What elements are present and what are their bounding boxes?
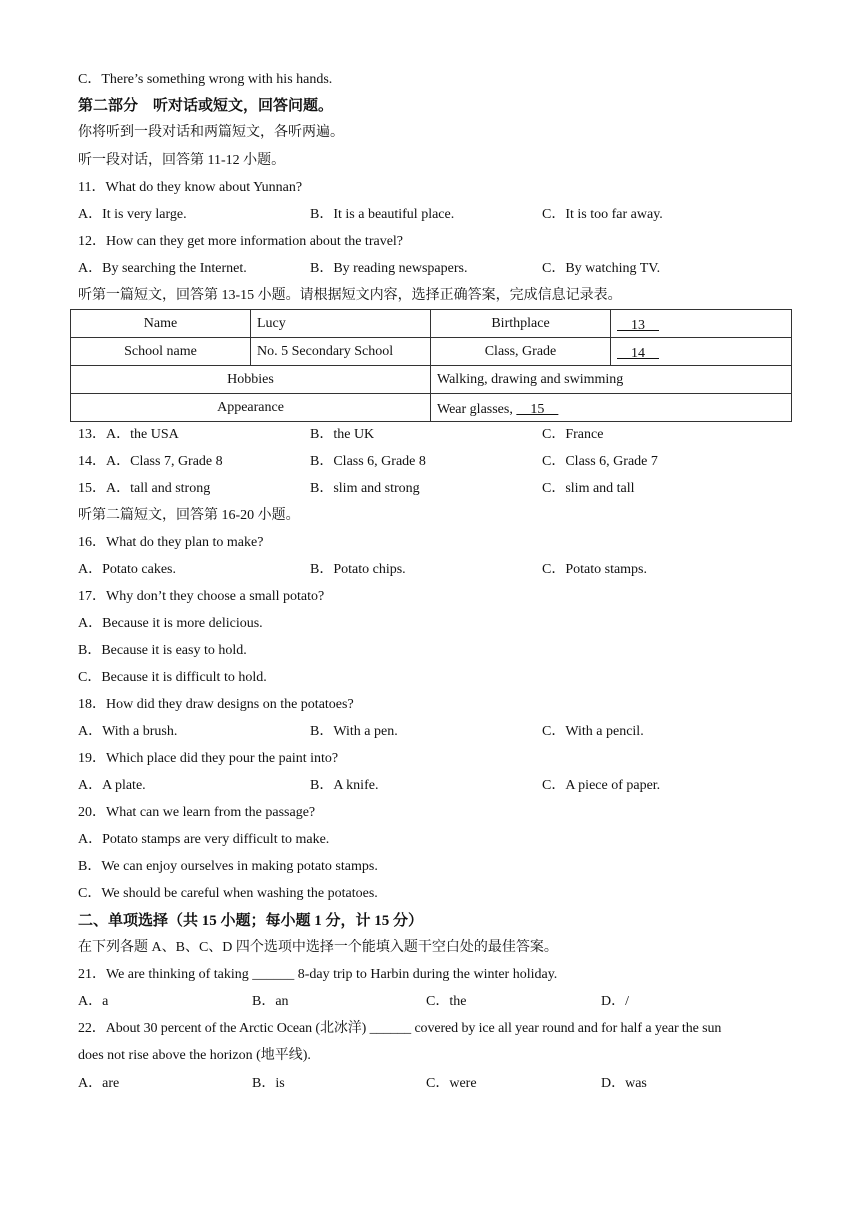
table-cell: Appearance	[71, 394, 431, 422]
dialog-intro: 听一段对话，回答第 11-12 小题。	[78, 153, 286, 168]
q18-option-a: A．With a brush.	[78, 724, 178, 739]
q11-option-c: C．It is too far away.	[542, 207, 663, 222]
table-row	[71, 394, 792, 422]
passage1-intro: 听第一篇短文，回答第 13-15 小题。请根据短文内容，选择正确答案，完成信息记录表。	[78, 288, 622, 303]
q19-option-b: B．A knife.	[310, 778, 379, 793]
table-row	[71, 310, 792, 338]
q11-stem: 11．What do they know about Yunnan?	[78, 180, 303, 195]
q17-stem: 17．Why don’t they choose a small potato?	[78, 589, 325, 604]
q18-option-c: C．With a pencil.	[542, 724, 644, 739]
table-cell	[611, 310, 792, 338]
table-cell	[431, 394, 792, 422]
part2-heading: 第二部分 听对话或短文，回答问题。	[78, 98, 334, 114]
q22-stem-line2: does not rise above the horizon (地平线).	[78, 1048, 311, 1063]
table-cell: Class, Grade	[431, 338, 611, 366]
q21-option-d: D．/	[601, 994, 629, 1009]
section2-heading: 二、单项选择（共 15 小题；每小题 1 分，计 15 分）	[78, 913, 424, 929]
q13-option-b: B．the UK	[310, 427, 375, 442]
q17-option-b: B．Because it is easy to hold.	[78, 643, 247, 658]
q22-stem-line1: 22．About 30 percent of the Arctic Ocean (北冰洋) ______ covered by ice all year round and for half a year the sun	[78, 1021, 722, 1036]
q19-stem: 19．Which place did they pour the paint into?	[78, 751, 339, 766]
table-cell: Name	[71, 310, 251, 338]
q13-option-c: C．France	[542, 427, 604, 442]
q12-option-a: A．By searching the Internet.	[78, 261, 247, 276]
q10-option-c: C．There’s something wrong with his hands.	[78, 72, 333, 87]
answer-blank: 15	[516, 401, 559, 417]
q18-option-b: B．With a pen.	[310, 724, 398, 739]
table-cell	[611, 338, 792, 366]
table-cell: Hobbies	[71, 366, 431, 394]
q20-stem: 20．What can we learn from the passage?	[78, 805, 316, 820]
q18-stem: 18．How did they draw designs on the potatoes?	[78, 697, 354, 712]
section2-intro: 在下列各题 A、B、C、D 四个选项中选择一个能填入题干空白处的最佳答案。	[78, 940, 558, 955]
q20-option-a: A．Potato stamps are very difficult to make.	[78, 832, 330, 847]
q19-option-c: C．A piece of paper.	[542, 778, 661, 793]
q15-option-c: C．slim and tall	[542, 481, 635, 496]
q14-option-c: C．Class 6, Grade 7	[542, 454, 658, 469]
q17-option-c: C．Because it is difficult to hold.	[78, 670, 267, 685]
q17-option-a: A．Because it is more delicious.	[78, 616, 263, 631]
q16-stem: 16．What do they plan to make?	[78, 535, 264, 550]
q19-option-a: A．A plate.	[78, 778, 146, 793]
q14-option-a: 14．A．Class 7, Grade 8	[78, 454, 223, 469]
q20-option-c: C．We should be careful when washing the potatoes.	[78, 886, 378, 901]
q14-option-b: B．Class 6, Grade 8	[310, 454, 426, 469]
table-row	[71, 366, 792, 394]
answer-blank: 14	[617, 345, 659, 361]
table-cell: Walking, drawing and swimming	[431, 366, 792, 394]
table-cell: No. 5 Secondary School	[251, 338, 431, 366]
q13-option-a: 13．A．the USA	[78, 427, 179, 442]
info-record-table	[70, 309, 792, 422]
q21-option-c: C．the	[426, 994, 467, 1009]
q22-option-d: D．was	[601, 1076, 647, 1091]
q22-option-a: A．are	[78, 1076, 120, 1091]
q16-option-b: B．Potato chips.	[310, 562, 406, 577]
table-cell: Birthplace	[431, 310, 611, 338]
q21-stem: 21．We are thinking of taking ______ 8-day trip to Harbin during the winter holiday.	[78, 967, 558, 982]
q12-option-c: C．By watching TV.	[542, 261, 661, 276]
table-cell: School name	[71, 338, 251, 366]
table-cell: Lucy	[251, 310, 431, 338]
q15-option-b: B．slim and strong	[310, 481, 420, 496]
appearance-text: Wear glasses,	[437, 401, 513, 417]
q11-option-b: B．It is a beautiful place.	[310, 207, 455, 222]
q11-option-a: A．It is very large.	[78, 207, 187, 222]
q22-option-b: B．is	[252, 1076, 285, 1091]
q21-option-a: A．a	[78, 994, 109, 1009]
answer-blank: 13	[617, 317, 659, 333]
q20-option-b: B．We can enjoy ourselves in making potato stamps.	[78, 859, 378, 874]
part2-intro: 你将听到一段对话和两篇短文，各听两遍。	[78, 125, 344, 140]
q15-option-a: 15．A．tall and strong	[78, 481, 211, 496]
passage2-intro: 听第二篇短文，回答第 16-20 小题。	[78, 508, 300, 523]
q21-option-b: B．an	[252, 994, 289, 1009]
table-row	[71, 338, 792, 366]
q22-option-c: C．were	[426, 1076, 477, 1091]
q16-option-c: C．Potato stamps.	[542, 562, 648, 577]
q12-stem: 12．How can they get more information about the travel?	[78, 234, 404, 249]
q12-option-b: B．By reading newspapers.	[310, 261, 468, 276]
q16-option-a: A．Potato cakes.	[78, 562, 176, 577]
